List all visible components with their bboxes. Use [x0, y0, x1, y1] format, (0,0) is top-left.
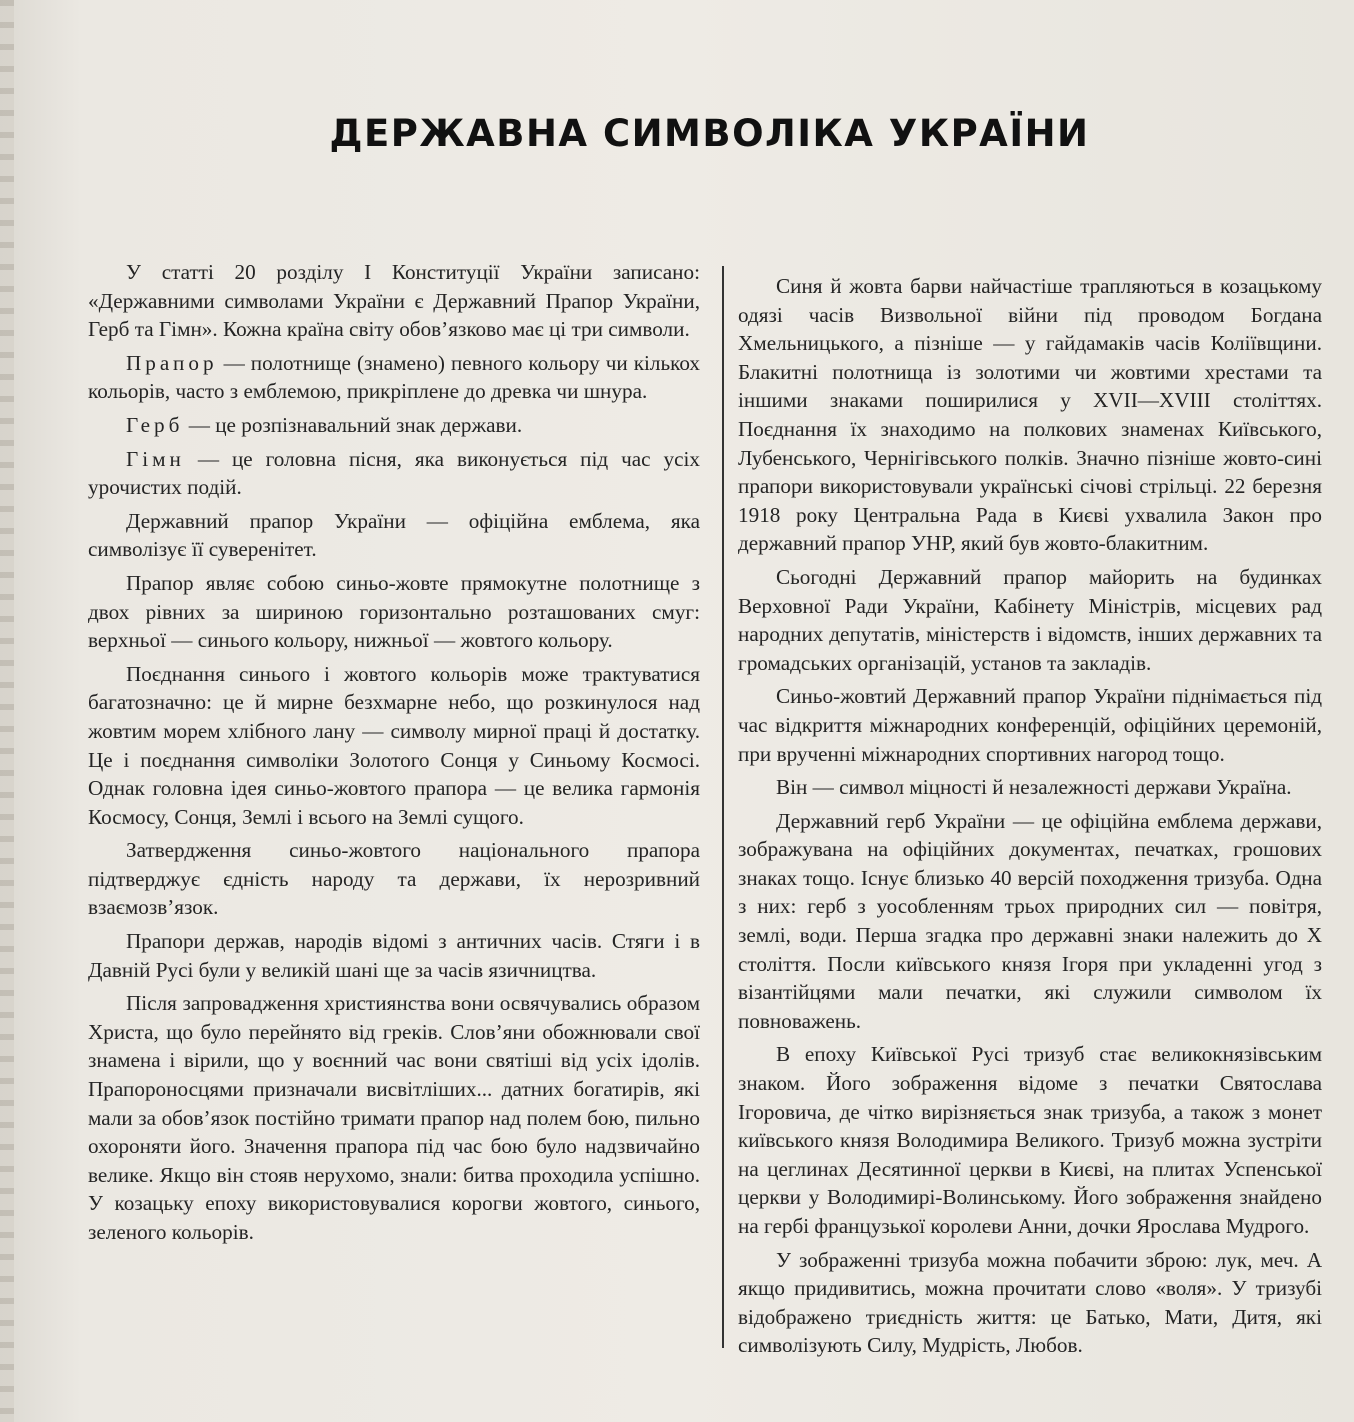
paragraph-anthem-definition	[88, 445, 700, 502]
paragraph: Державний герб України — це офіційна емблема держави, зображувана на офіційних документах, печатках, грошових знаках тощо. Існує близько 40 версій походження тризуба. Одна з них: герб з уособленням трьох природних сил — повітря, землі, води. Перша згадка про державні знаки належить до X століття. Посли київського князя Ігоря при укладенні угод з візантійцями мали печатки, які служили символом їх повноважень.	[738, 808, 1322, 1033]
term-coat-of-arms: Герб	[126, 412, 184, 437]
definition-coat-of-arms: — це розпізнавальний знак держави.	[183, 412, 523, 437]
paragraph: Синьо-жовтий Державний прапор України піднімається під час відкриття міжнародних конференцій, офіційних церемоній, при врученні міжнародних спортивних нагород тощо.	[738, 684, 1322, 766]
paragraph: Прапор являє собою синьо-жовте прямокутне полотнище з двох рівних за шириною горизонтально розташованих смуг: верхньої — синього кольору, нижньої — жовтого кольору.	[88, 570, 700, 653]
paragraph: Він — символ міцності й незалежності держави Україна.	[776, 775, 1292, 800]
paragraph: Затвердження синьо-жовтого національного прапора підтверджує єдність народу та держави, їх нерозривний взаємозв’язок.	[88, 838, 700, 920]
definition-anthem: — це головна пісня, яка виконується під час усіх урочистих подій.	[88, 446, 700, 500]
column-divider	[722, 266, 724, 1348]
term-anthem: Гімн	[126, 446, 185, 471]
paragraph-flag-definition	[88, 349, 700, 406]
page-title: ДЕРЖАВНА СИМВОЛІКА УКРАЇНИ	[329, 112, 1090, 155]
paragraph: Державний прапор України — офіційна емблема, яка символізує її суверенітет.	[88, 508, 700, 562]
paragraph: У статті 20 розділу І Конституції України записано: «Державними символами України є Державний Прапор України, Герб та Гімн». Кожна країна світу обов’язково має ці три символи.	[88, 260, 700, 342]
page-binding	[0, 0, 14, 1422]
left-column	[88, 258, 700, 1252]
paragraph: Після запровадження християнства вони освячувались образом Христа, що було перейнято від греків. Слов’яни обожнювали свої знамена і вірили, що у воєнний час вони святіші від усіх ідолів. Прапороносцями призначали висвітліших... датних богатирів, які мали за обов’язок постійно тримати прапор над полем бою, пильно охороняти його. Значення прапора під час бою було надзвичайно велике. Якщо він стояв нерухомо, знали: битва проходила успішно. У козацьку епоху використовувалися корогви жовтого, синього, зеленого кольорів.	[88, 991, 700, 1244]
paragraph-coat-definition	[88, 411, 700, 440]
paragraph: Сьогодні Державний прапор майорить на будинках Верховної Ради України, Кабінету Міністрів, місцевих рад народних депутатів, міністерств і відомств, інших державних та громадських організацій, установ та закладів.	[738, 564, 1322, 675]
term-flag: Прапор	[126, 350, 218, 375]
paragraph: В епоху Київської Русі тризуб стає великокнязівським знаком. Його зображення відоме з печатки Святослава Ігоровича, де чітко вирізняється знак тризуба, а також з монет київського князя Володимира Великого. Тризуб можна зустріти на цеглинах Десятинної церкви в Києві, на плитах Успенської церкви у Володимирі-Волинському. Його зображення знайдено на гербі французької королеви Анни, дочки Ярослава Мудрого.	[738, 1042, 1322, 1238]
paragraph: У зображенні тризуба можна побачити зброю: лук, меч. А якщо придивитись, можна прочитати слово «воля». У тризубі відображено триєдність життя: це Батько, Мати, Дитя, які символізують Силу, Мудрість, Любов.	[738, 1247, 1322, 1358]
paragraph: Поєднання синього і жовтого кольорів може трактуватися багатозначно: це й мирне безхмарне небо, що розкинулося над жовтим морем хлібного лану — символу мирної праці й достатку. Це і поєднання символіки Золотого Сонця у Синьому Космосі. Однак головна ідея синьо-жовтого прапора — це велика гармонія Космосу, Сонця, Землі і всього на Землі сущого.	[88, 661, 700, 829]
definition-flag: — полотнище (знамено) певного кольору чи кількох кольорів, часто з емблемою, прикріплене до древка чи шнура.	[88, 350, 700, 404]
paragraph: Прапори держав, народів відомі з античних часів. Стяги і в Давній Русі були у великій шані ще за часів язичництва.	[88, 929, 700, 982]
right-column	[738, 272, 1322, 1365]
paragraph: Синя й жовта барви найчастіше трапляються в козацькому одязі часів Визвольної війни під проводом Богдана Хмельницького, а пізніше — у гайдамаків часів Коліївщини. Блакитні полотнища із золотими чи жовтими хрестами та іншими знаками поширилися у XVII—XVIII століттях. Поєднання їх знаходимо на полкових знаменах Київського, Лубенського, Чернігівського полків. Значно пізніше жовто-сині прапори використовували українські січові стрільці. 22 березня 1918 року Центральна Рада в Києві ухвалила Закон про державний прапор УНР, який був жовто-блакитним.	[738, 274, 1322, 556]
